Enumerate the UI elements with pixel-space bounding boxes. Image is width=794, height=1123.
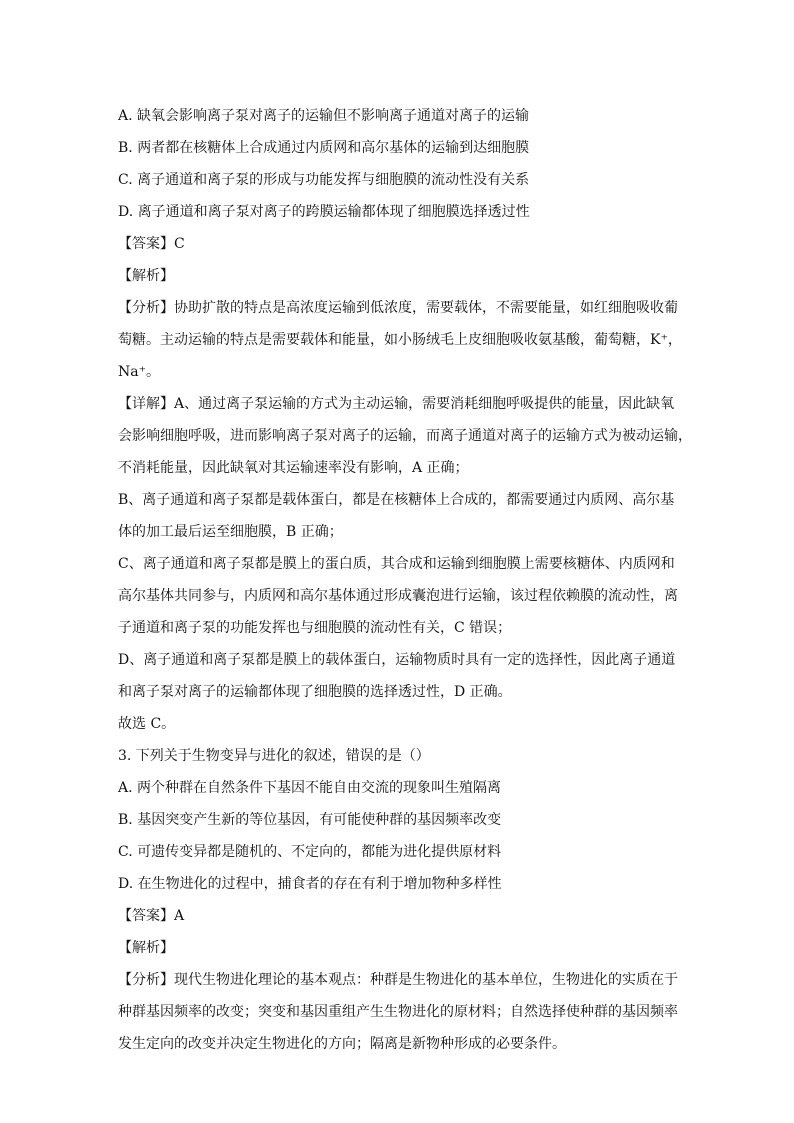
option-c-line: C. 离子通道和离子泵的形成与功能发挥与细胞膜的流动性没有关系 [118, 172, 530, 188]
option-b-line: B. 两者都在核糖体上合成通过内质网和高尔基体的运输到达细胞膜 [118, 140, 530, 156]
analysis-text-line: Na⁺。 [118, 364, 160, 380]
answer-line: 【答案】C [118, 236, 185, 252]
detail-text-line: 高尔基体共同参与，内质网和高尔基体通过形成囊泡进行运输，该过程依赖膜的流动性，离 [118, 588, 678, 604]
question-3-stem: 3. 下列关于生物变异与进化的叙述，错误的是（） [118, 748, 430, 764]
answer-line: 【答案】A [118, 908, 185, 924]
detail-text-line: 和离子泵对离子的运输都体现了细胞膜的选择透过性，D 正确。 [118, 684, 512, 700]
detail-text-line: 【详解】A、通过离子泵运输的方式为主动运输，需要消耗细胞呼吸提供的能量，因此缺氧 [118, 396, 675, 412]
option-d-line: D. 在生物进化的过程中，捕食者的存在有利于增加物种多样性 [118, 876, 502, 892]
analysis-text-line: 萄糖。主动运输的特点是需要载体和能量，如小肠绒毛上皮细胞吸收氨基酸，葡萄糖，K⁺， [118, 332, 682, 348]
detail-text-line: 体的加工最后运至细胞膜，B 正确； [118, 524, 343, 540]
detail-text-line: 不消耗能量，因此缺氧对其运输速率没有影响，A 正确； [118, 460, 469, 476]
analysis-text-line: 发生定向的改变并决定生物进化的方向；隔离是新物种形成的必要条件。 [118, 1036, 566, 1052]
analysis-text-line: 【分析】现代生物进化理论的基本观点：种群是生物进化的基本单位，生物进化的实质在于 [118, 972, 678, 988]
option-b-line: B. 基因突变产生新的等位基因，有可能使种群的基因频率改变 [118, 812, 502, 828]
analysis-text-line: 【分析】协助扩散的特点是高浓度运输到低浓度，需要载体，不需要能量，如红细胞吸收葡 [118, 300, 678, 316]
detail-text-line: C、离子通道和离子泵都是膜上的蛋白质，其合成和运输到细胞膜上需要核糖体、内质网和 [118, 556, 675, 572]
analysis-heading: 【解析】 [118, 940, 174, 956]
detail-text-line: B、离子通道和离子泵都是载体蛋白，都是在核糖体上合成的，都需要通过内质网、高尔基 [118, 492, 675, 508]
option-c-line: C. 可遗传变异都是随机的、不定向的，都能为进化提供原材料 [118, 844, 502, 860]
detail-text-line: 子通道和离子泵的功能发挥也与细胞膜的流动性有关，C 错误； [118, 620, 512, 636]
analysis-text-line: 种群基因频率的改变；突变和基因重组产生生物进化的原材料；自然选择使种群的基因频率 [118, 1004, 678, 1020]
detail-text-line: 会影响细胞呼吸，进而影响离子泵对离子的运输，而离子通道对离子的运输方式为被动运输， [118, 428, 692, 444]
option-a-line: A. 缺氧会影响离子泵对离子的运输但不影响离子通道对离子的运输 [118, 108, 530, 124]
detail-text-line: D、离子通道和离子泵都是膜上的载体蛋白，运输物质时具有一定的选择性，因此离子通道 [118, 652, 676, 668]
choice-line: 故选 C。 [118, 716, 176, 732]
analysis-heading: 【解析】 [118, 268, 174, 284]
option-a-line: A. 两个种群在自然条件下基因不能自由交流的现象叫生殖隔离 [118, 780, 502, 796]
option-d-line: D. 离子通道和离子泵对离子的跨膜运输都体现了细胞膜选择透过性 [118, 204, 530, 220]
